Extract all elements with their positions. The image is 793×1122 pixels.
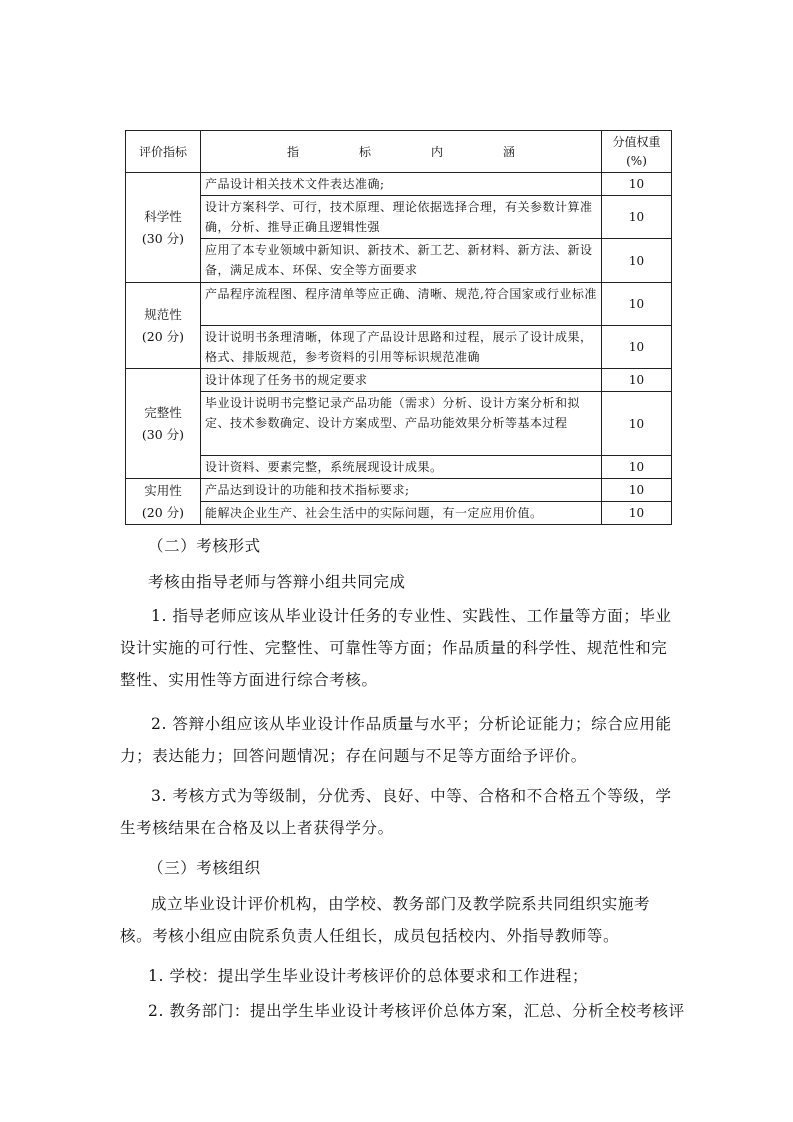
form-item-2: 2. 答辩小组应该从毕业设计作品质量与水平；分析论证能力；综合应用能力；表达能力；回答问题情况；存在问题与不足等方面给予评价。 — [120, 715, 672, 765]
table-row — [126, 173, 672, 196]
table-row — [126, 283, 672, 326]
table-row — [126, 326, 672, 369]
header-weight — [602, 131, 672, 173]
score-cell: 10 — [602, 456, 672, 479]
score-cell: 10 — [602, 326, 672, 369]
category-points: (30 分) — [141, 426, 185, 442]
score-cell: 10 — [602, 196, 672, 239]
table-header-row — [126, 131, 672, 173]
table-row — [126, 239, 672, 283]
score-cell: 10 — [602, 283, 672, 326]
table-row — [126, 502, 672, 525]
category-cell — [126, 173, 201, 283]
criteria-text: 设计资料、要素完整，系统展现设计成果。 — [201, 456, 602, 479]
criteria-text: 应用了本专业领域中新知识、新技术、新工艺、新材料、新方法、新设备，满足成本、环保、安全等方面要求 — [201, 239, 602, 283]
category-cell — [126, 283, 201, 369]
criteria-text: 能解决企业生产、社会生活中的实际问题，有一定应用价值。 — [201, 502, 602, 525]
score-cell: 10 — [602, 479, 672, 502]
header-weight-line2: (%) — [626, 153, 647, 168]
form-intro: 考核由指导老师与答辩小组共同完成 — [148, 573, 406, 591]
category-name: 科学性 — [144, 208, 182, 224]
table-row — [126, 479, 672, 502]
table-row — [126, 392, 672, 456]
header-weight-line1: 分值权重 — [612, 134, 661, 149]
category-points: (20 分) — [141, 328, 185, 344]
table-row — [126, 456, 672, 479]
table-row — [126, 369, 672, 392]
category-points: (20 分) — [141, 504, 185, 520]
form-item-1: 1. 指导老师应该从毕业设计任务的专业性、实践性、工作量等方面；毕业设计实施的可行性、完整性、可靠性等方面；作品质量的科学性、规范性和完整性、实用性等方面进行综合考核。 — [120, 607, 672, 689]
criteria-text: 产品达到设计的功能和技术指标要求; — [201, 479, 602, 502]
org-intro: 成立毕业设计评价机构，由学校、教务部门及教学院系共同组织实施考核。考核小组应由院系负责人任组长，成员包括校内、外指导教师等。 — [120, 895, 651, 945]
table-row — [126, 196, 672, 239]
evaluation-table — [125, 130, 672, 525]
category-name: 完整性 — [144, 404, 182, 420]
score-cell: 10 — [602, 239, 672, 283]
header-content-char: 标 — [358, 145, 371, 159]
category-name: 实用性 — [144, 482, 182, 498]
score-cell: 10 — [602, 392, 672, 456]
section-heading-form: （二）考核形式 — [148, 537, 261, 555]
header-content-char: 指 — [287, 145, 300, 159]
score-cell: 10 — [602, 173, 672, 196]
score-cell: 10 — [602, 502, 672, 525]
category-cell — [126, 479, 201, 525]
category-points: (30 分) — [141, 230, 185, 246]
header-content-char: 内 — [430, 145, 443, 159]
score-cell: 10 — [602, 369, 672, 392]
section-heading-org: （三）考核组织 — [148, 859, 261, 877]
criteria-text: 设计说明书条理清晰，体现了产品设计思路和过程，展示了设计成果，格式、排版规范，参考资料的引用等标识规范准确 — [201, 326, 602, 369]
header-category: 评价指标 — [126, 131, 201, 173]
org-item-2: 2. 教务部门：提出学生毕业设计考核评价总体方案，汇总、分析全校考核评 — [148, 1002, 685, 1020]
header-content — [201, 131, 602, 173]
criteria-text: 产品程序流程图、程序清单等应正确、清晰、规范,符合国家或行业标准 — [201, 283, 602, 326]
category-name: 规范性 — [144, 306, 182, 322]
criteria-text: 毕业设计说明书完整记录产品功能（需求）分析、设计方案分析和拟定、技术参数确定、设计方案成型、产品功能效果分析等基本过程 — [201, 392, 602, 456]
category-cell — [126, 369, 201, 479]
criteria-text: 产品设计相关技术文件表达准确; — [201, 173, 602, 196]
header-content-char: 涵 — [502, 145, 515, 159]
form-item-3: 3. 考核方式为等级制，分优秀、良好、中等、合格和不合格五个等级，学生考核结果在合格及以上者获得学分。 — [120, 787, 672, 837]
org-item-1: 1. 学校：提出学生毕业设计考核评价的总体要求和工作进程； — [148, 967, 589, 985]
criteria-text: 设计方案科学、可行，技术原理、理论依据选择合理，有关参数计算准确，分析、推导正确且逻辑性强 — [201, 196, 602, 239]
criteria-text: 设计体现了任务书的规定要求 — [201, 369, 602, 392]
